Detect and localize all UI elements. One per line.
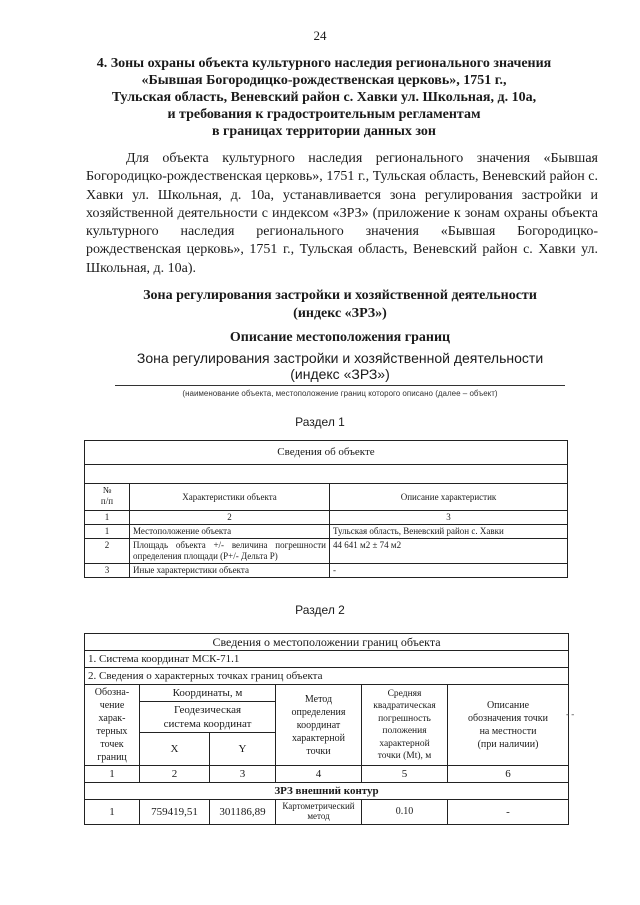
contour-label: ЗРЗ внешний контур <box>85 783 569 800</box>
index-cell: 1 <box>85 766 140 783</box>
zone-name-line: Зона регулирования застройки и хозяйственной деятельности <box>136 350 544 366</box>
index-cell: 2 <box>140 766 210 783</box>
point-marking: - <box>448 800 569 825</box>
page-number: 24 <box>313 28 327 43</box>
point-id: 1 <box>85 800 140 825</box>
point-y: 301186,89 <box>210 800 276 825</box>
zone-name-note: (наименование объекта, местоположение границ которого описано (далее – объект) <box>182 389 498 398</box>
row-characteristic: Местоположение объекта <box>130 525 330 539</box>
index-cell: 5 <box>362 766 448 783</box>
object-info-table <box>84 440 568 578</box>
coordinate-system-line: 1. Система координат МСК-71.1 <box>85 651 569 668</box>
table-caption: Сведения об объекте <box>85 441 568 465</box>
section1-label: Раздел 1 <box>295 415 345 429</box>
table-spacer-row <box>85 465 568 484</box>
header-characteristics: Характеристики объекта <box>130 484 330 511</box>
header-num: № п/п <box>85 484 130 511</box>
index-cell: 3 <box>210 766 276 783</box>
title-line: «Бывшая Богородицко-рождественская церковь», 1751 г., <box>141 73 507 88</box>
boundary-table <box>84 633 569 825</box>
point-error: 0.10 <box>362 800 448 825</box>
body-paragraph-text: Для объекта культурного наследия регионального значения «Бывшая Богородицко-рождественская церковь», 1751 г., Тульская область, Веневский район с. Хавки ул. Школьная, д. 10а, устанавливается зона регулирования застройки и хозяйственной деятельности с индексом «ЗРЗ» (приложение к зонам охраны объекта культурного наследия регионального значения «Бывшая Богородицко-рождественская церковь», 1751 г., Тульская область, Веневский район с. Хавки ул. Школьная, д. 10а). <box>86 151 598 276</box>
row-description: Тульская область, Веневский район с. Хавки <box>330 525 568 539</box>
zone-heading-line: Зона регулирования застройки и хозяйственной деятельности <box>143 288 537 303</box>
point-x: 759419,51 <box>140 800 210 825</box>
header-designation: Обозна- чение харак- терных точек границ <box>85 685 140 766</box>
title-line: 4. Зоны охраны объекта культурного наследия регионального значения <box>96 56 552 71</box>
index-cell: 2 <box>130 511 330 525</box>
zone-name-line: (индекс «ЗРЗ») <box>290 366 390 382</box>
description-heading: Описание местоположения границ <box>229 330 451 345</box>
index-cell: 6 <box>448 766 569 783</box>
table-row <box>85 800 569 825</box>
index-cell: 3 <box>330 511 568 525</box>
underline-divider <box>115 385 565 386</box>
row-num: 1 <box>85 525 130 539</box>
header-coordinates: Координаты, м <box>140 685 276 702</box>
section-title <box>84 55 564 140</box>
margin-mark: - - <box>566 709 575 719</box>
header-y: Y <box>210 733 276 766</box>
index-cell: 1 <box>85 511 130 525</box>
title-line: Тульская область, Веневский район с. Хавки ул. Школьная, д. 10а, <box>111 90 537 105</box>
row-description: - <box>330 564 568 578</box>
point-method: Картометрический метод <box>276 800 362 825</box>
row-num: 2 <box>85 539 130 564</box>
row-description: 44 641 м2 ± 74 м2 <box>330 539 568 564</box>
title-line: в границах территории данных зон <box>212 124 436 139</box>
row-num: 3 <box>85 564 130 578</box>
table-caption: Сведения о местоположении границ объекта <box>85 634 569 651</box>
table-row <box>85 539 568 564</box>
row-characteristic: Иные характеристики объекта <box>130 564 330 578</box>
zone-heading-line: (индекс «ЗРЗ») <box>293 306 387 321</box>
section2-label: Раздел 2 <box>295 603 345 617</box>
table-row <box>85 564 568 578</box>
header-description: Описание характеристик <box>330 484 568 511</box>
header-x: X <box>140 733 210 766</box>
zone-name <box>115 350 565 382</box>
body-paragraph <box>86 150 598 278</box>
header-marking: Описание обозначения точки на местности (при наличии) <box>448 685 569 766</box>
header-method: Метод определения координат характерной точки <box>276 685 362 766</box>
table-row <box>85 525 568 539</box>
row-characteristic: Площадь объекта +/- величина погрешности определения площади (P+/- Дельта P) <box>130 539 330 564</box>
points-info-line: 2. Сведения о характерных точках границ объекта <box>85 668 569 685</box>
title-line: и требования к градостроительным регламентам <box>167 107 481 122</box>
zone-heading <box>100 287 580 323</box>
index-cell: 4 <box>276 766 362 783</box>
header-geodetic: Геодезическая система координат <box>140 702 276 733</box>
header-error: Средняя квадратическая погрешность положения характерной точки (Mt), м <box>362 685 448 766</box>
